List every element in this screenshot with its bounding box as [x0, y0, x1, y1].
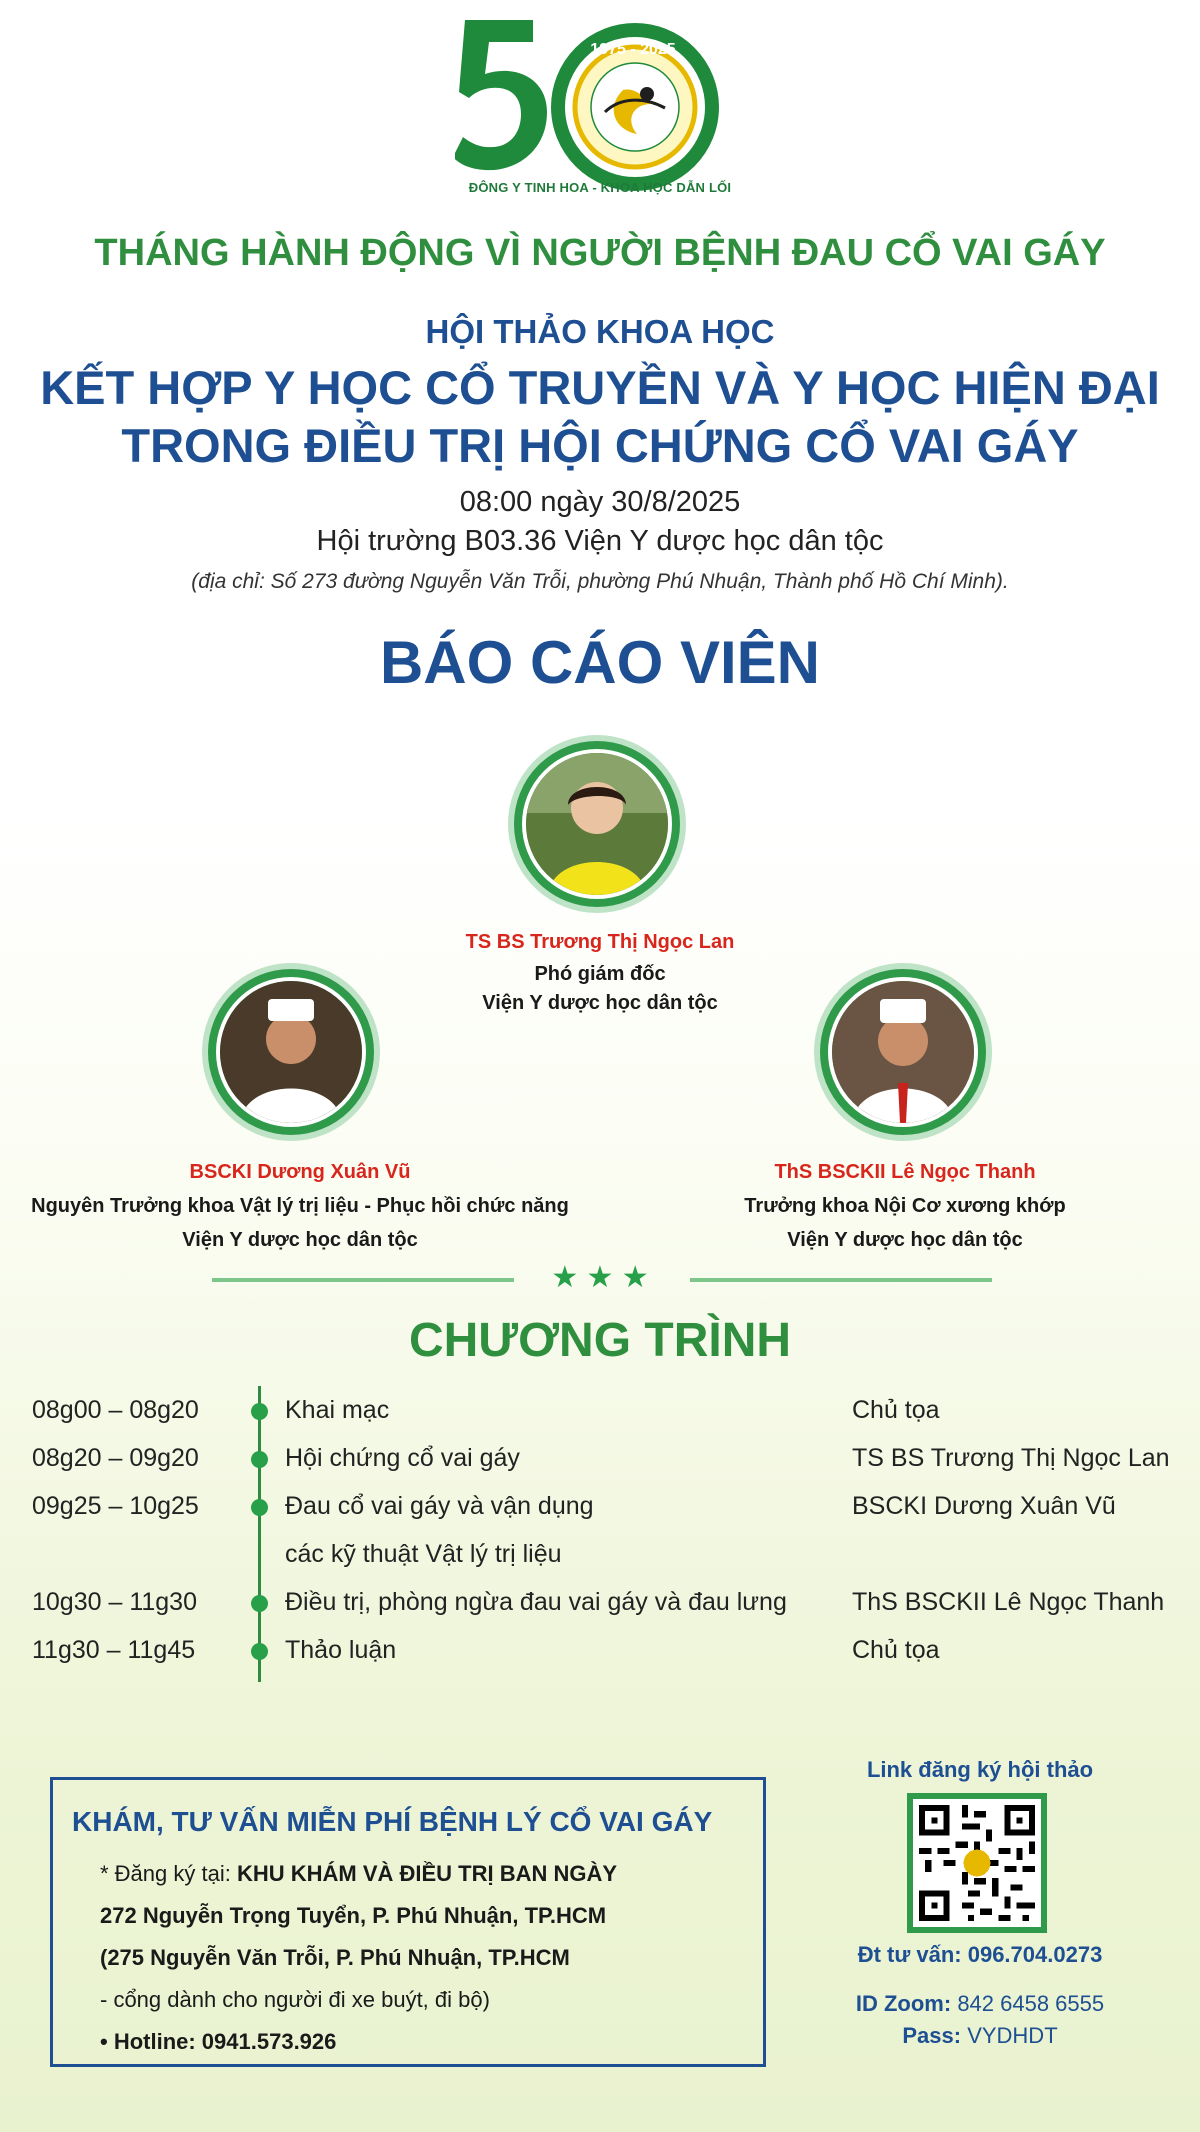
divider-right [690, 1278, 992, 1282]
program-row [0, 1444, 1200, 1488]
program-speaker: ThS BSCKII Lê Ngọc Thanh [852, 1588, 1165, 1616]
timeline-dot [251, 1403, 268, 1420]
event-venue: Hội trường B03.36 Viện Y dược học dân tộc [316, 525, 884, 557]
program-time: 08g20 – 09g20 [32, 1444, 199, 1472]
registration-prefix: * Đăng ký tại: [100, 1861, 237, 1886]
program-time: 11g30 – 11g45 [32, 1636, 196, 1664]
registration-hotline: • Hotline: 0941.573.926 [100, 2029, 337, 2054]
speaker-role-1b: Viện Y dược học dân tộc [482, 992, 718, 1014]
consult-phone: Đt tư vấn: 096.704.0273 [857, 1942, 1103, 1967]
program-row [0, 1588, 1200, 1632]
registration-line3: (275 Nguyễn Văn Trỗi, P. Phú Nhuận, TP.HCM [100, 1945, 570, 1970]
program-row [0, 1636, 1200, 1680]
zoom-pass-label: Pass: [902, 2023, 962, 2048]
program-topic: Điều trị, phòng ngừa đau vai gáy và đau lưng [285, 1588, 787, 1616]
registration-title: KHÁM, TƯ VẤN MIỄN PHÍ BỆNH LÝ CỔ VAI GÁY [72, 1806, 713, 1837]
program-row [0, 1492, 1200, 1536]
speaker-name-1: TS BS Trương Thị Ngọc Lan [465, 931, 735, 953]
speaker-role-1a: Phó giám đốc [534, 963, 666, 985]
program-time: 10g30 – 11g30 [32, 1588, 197, 1616]
zoom-pass-line [830, 2023, 1130, 2049]
program-topic: Đau cổ vai gáy và vận dụng [285, 1492, 594, 1520]
timeline-dot [251, 1595, 268, 1612]
speaker-role-2b: Viện Y dược học dân tộc [182, 1229, 418, 1251]
registration-line1 [100, 1861, 617, 1887]
divider-stars: ★ ★ ★ [551, 1261, 649, 1294]
program-row-continuation [0, 1540, 1200, 1584]
program-speaker: BSCKI Dương Xuân Vũ [852, 1492, 1116, 1520]
speaker-photo-2 [202, 963, 380, 1141]
speakers-heading: BÁO CÁO VIÊN [379, 629, 821, 696]
program-topic: Hội chứng cổ vai gáy [285, 1444, 520, 1472]
program-heading: CHƯƠNG TRÌNH [408, 1314, 792, 1367]
speaker-name-3: ThS BSCKII Lê Ngọc Thanh [774, 1161, 1036, 1183]
speaker-photo-1 [508, 735, 686, 913]
timeline-dot [251, 1643, 268, 1660]
event-address: (địa chỉ: Số 273 đường Nguyễn Văn Trỗi, phường Phú Nhuận, Thành phố Hồ Chí Minh). [191, 570, 1009, 593]
zoom-id-value: 842 6458 6555 [957, 1991, 1105, 2016]
speaker-portrait-icon [832, 981, 974, 1123]
event-time: 08:00 ngày 30/8/2025 [459, 486, 741, 518]
program-speaker: TS BS Trương Thị Ngọc Lan [852, 1444, 1170, 1472]
zoom-id-label: ID Zoom: [855, 1991, 952, 2016]
event-type: HỘI THẢO KHOA HỌC [425, 313, 775, 350]
anniversary-logo [455, 12, 745, 202]
zoom-pass-value: VYDHDT [967, 2023, 1058, 2048]
register-link-label: Link đăng ký hội thảo [866, 1757, 1094, 1782]
registration-place: KHU KHÁM VÀ ĐIỀU TRỊ BAN NGÀY [236, 1861, 618, 1886]
timeline-dot [251, 1499, 268, 1516]
program-topic: Thảo luận [285, 1636, 397, 1664]
program-topic-line2: các kỹ thuật Vật lý trị liệu [285, 1540, 562, 1568]
logo-years: 1975 - 2025 [590, 41, 676, 58]
program-speaker: Chủ tọa [852, 1396, 940, 1424]
registration-line2: 272 Nguyễn Trọng Tuyển, P. Phú Nhuận, TP.HCM [100, 1903, 607, 1928]
qr-code-icon [913, 1799, 1041, 1927]
logo-slogan: ĐÔNG Y TINH HOA - KHOA HỌC DẪN LỐI [468, 180, 732, 195]
timeline-dot [251, 1451, 268, 1468]
speaker-name-2: BSCKI Dương Xuân Vũ [189, 1161, 411, 1183]
zoom-id-line [830, 1991, 1130, 2017]
speaker-portrait-icon [526, 753, 668, 895]
registration-line4: - cổng dành cho người đi xe buýt, đi bộ) [100, 1987, 490, 2012]
program-time: 08g00 – 08g20 [32, 1396, 199, 1424]
program-speaker: Chủ tọa [852, 1636, 940, 1664]
event-title-line1: KẾT HỢP Y HỌC CỔ TRUYỀN VÀ Y HỌC HIỆN ĐẠI [40, 361, 1160, 414]
event-title-line2: TRONG ĐIỀU TRỊ HỘI CHỨNG CỔ VAI GÁY [121, 419, 1079, 472]
speaker-photo-3 [814, 963, 992, 1141]
program-topic: Khai mạc [285, 1396, 390, 1424]
program-row [0, 1396, 1200, 1440]
speaker-portrait-icon [220, 981, 362, 1123]
speaker-role-3b: Viện Y dược học dân tộc [787, 1229, 1023, 1251]
program-time: 09g25 – 10g25 [32, 1492, 199, 1520]
speaker-role-3a: Trưởng khoa Nội Cơ xương khớp [744, 1195, 1066, 1217]
campaign-title: THÁNG HÀNH ĐỘNG VÌ NGƯỜI BỆNH ĐAU CỔ VAI GÁY [94, 232, 1106, 274]
register-qr-code[interactable] [907, 1793, 1047, 1933]
speaker-role-2a: Nguyên Trưởng khoa Vật lý trị liệu - Phục hồi chức năng [31, 1195, 569, 1217]
